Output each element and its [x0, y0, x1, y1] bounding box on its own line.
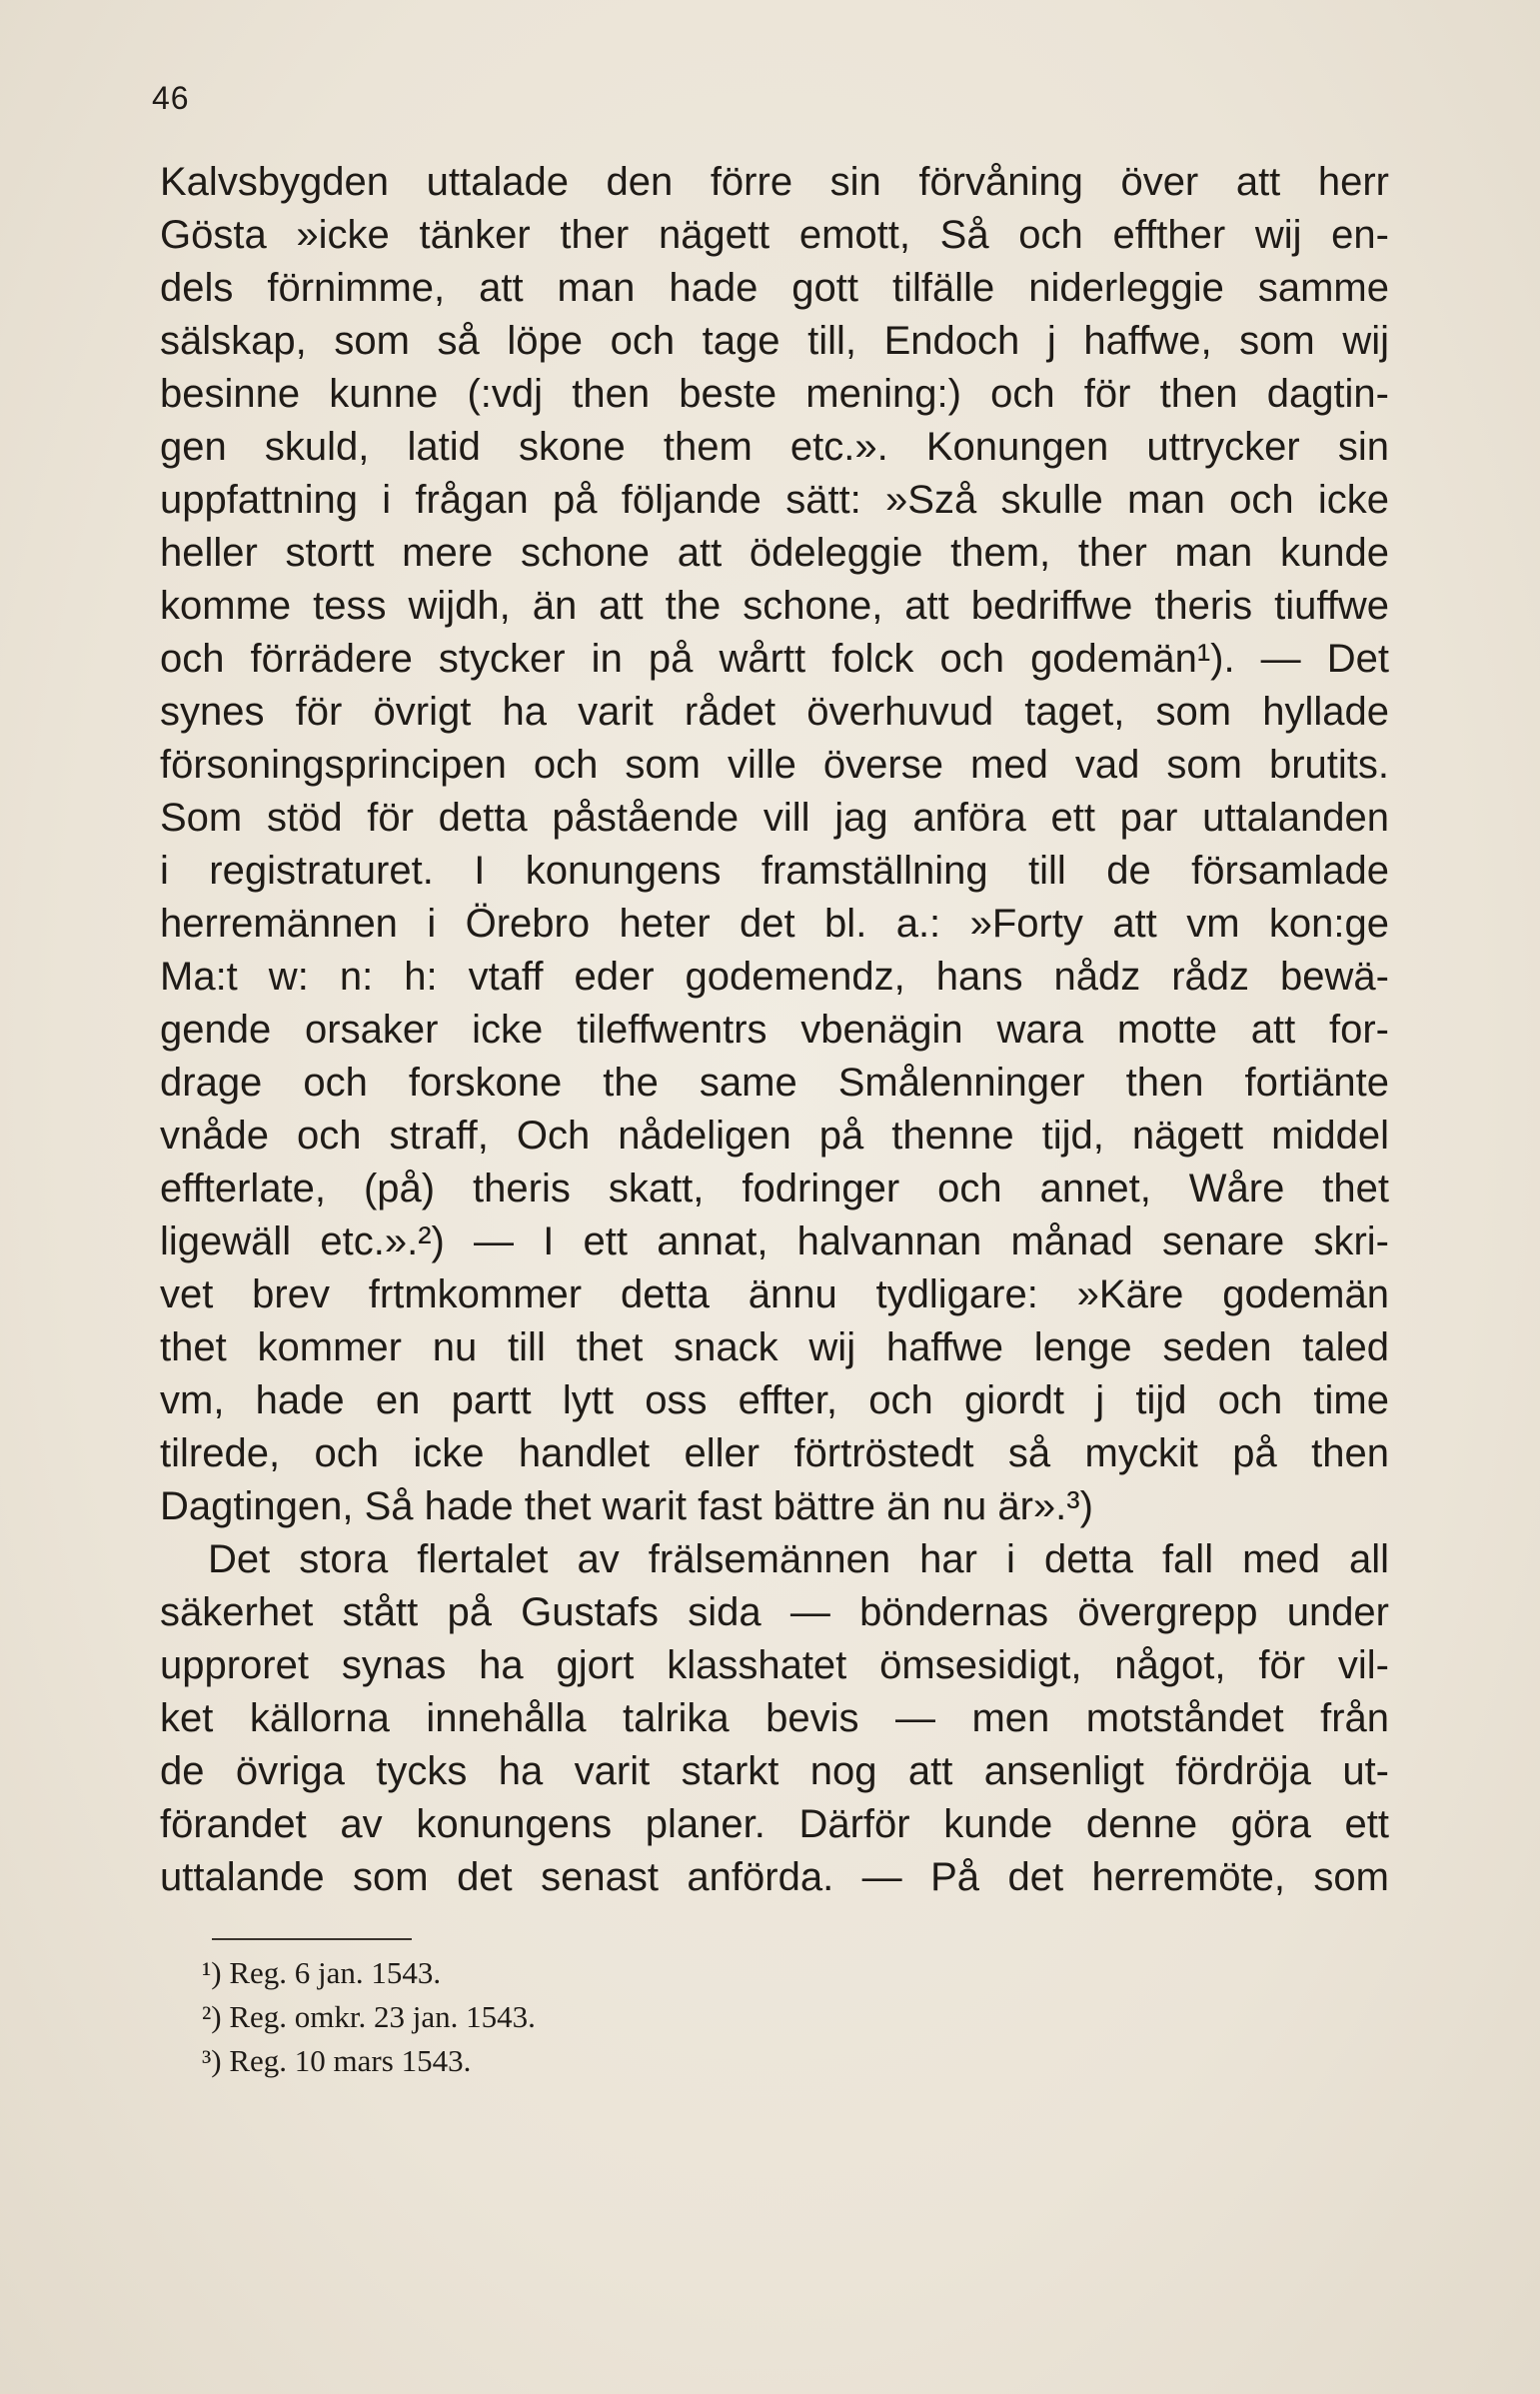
footnotes	[202, 1951, 536, 2083]
text-line: herremännen i Örebro heter det bl. a.: »Forty att vm kon:ge	[160, 902, 1389, 946]
body-text	[160, 156, 1389, 1904]
text-line: heller stortt mere schone att ödeleggie them, ther man kunde	[160, 531, 1389, 575]
text-line: försoningsprincipen och som ville överse med vad som brutits.	[160, 743, 1389, 787]
text-line: de övriga tycks ha varit starkt nog att ansenligt fördröja ut-	[160, 1749, 1389, 1793]
text-line: gen skuld, latid skone them etc.». Konungen uttrycker sin	[160, 425, 1389, 469]
text-line: och förrädere stycker in på wårtt folck och godemän¹). — Det	[160, 637, 1389, 681]
text-line: drage och forskone the same Smålenninger then fortiänte	[160, 1061, 1389, 1105]
text-line: Kalvsbygden uttalade den förre sin förvåning över att herr	[160, 160, 1389, 204]
text-line: upproret synas ha gjort klasshatet ömsesidigt, något, för vil-	[160, 1643, 1389, 1687]
text-line: komme tess wijdh, än att the schone, att bedriffwe theris tiuffwe	[160, 584, 1389, 628]
text-line: besinne kunne (:vdj then beste mening:) och för then dagtin-	[160, 372, 1389, 416]
text-line: tilrede, och icke handlet eller förtröstedt så myckit på then	[160, 1431, 1389, 1475]
text-line: vnåde och straff, Och nådeligen på thenne tijd, nägett middel	[160, 1114, 1389, 1158]
text-line: vet brev frtmkommer detta ännu tydligare: »Käre godemän	[160, 1272, 1389, 1316]
text-line: dels förnimme, att man hade gott tilfälle niderleggie samme	[160, 266, 1389, 310]
text-line: Ma:t w: n: h: vtaff eder godemendz, hans nådz rådz bewä-	[160, 955, 1389, 999]
text-line: Gösta »icke tänker ther nägett emott, Så och effther wij en-	[160, 213, 1389, 257]
text-line: Dagtingen, Så hade thet warit fast bättre än nu är».³)	[160, 1484, 1093, 1528]
text-line: thet kommer nu till thet snack wij haffwe lenge seden taled	[160, 1325, 1389, 1369]
text-line: Det stora flertalet av frälsemännen har i detta fall med all	[208, 1537, 1389, 1581]
footnote-item: ¹) Reg. 6 jan. 1543.	[202, 1955, 442, 1990]
text-line: ligewäll etc.».²) — I ett annat, halvannan månad senare skri-	[160, 1219, 1389, 1263]
text-line: uppfattning i frågan på följande sätt: »Szå skulle man och icke	[160, 478, 1389, 522]
text-line: sälskap, som så löpe och tage till, Endoch j haffwe, som wij	[160, 319, 1389, 363]
page-number: 46	[152, 80, 190, 116]
text-line: vm, hade en partt lytt oss effter, och giordt j tijd och time	[160, 1378, 1389, 1422]
text-line: Som stöd för detta påstående vill jag anföra ett par uttalanden	[160, 796, 1389, 840]
text-line: uttalande som det senast anförda. — På det herremöte, som	[160, 1855, 1389, 1899]
text-line: ket källorna innehålla talrika bevis — men motståndet från	[160, 1696, 1389, 1740]
text-line: synes för övrigt ha varit rådet överhuvud taget, som hyllade	[160, 690, 1389, 734]
text-line: effterlate, (på) theris skatt, fodringer och annet, Wåre thet	[160, 1167, 1389, 1210]
footnote-item: ³) Reg. 10 mars 1543.	[202, 2043, 472, 2078]
footnote-divider	[212, 1938, 412, 1940]
text-line: säkerhet stått på Gustafs sida — böndernas övergrepp under	[160, 1590, 1389, 1634]
text-line: i registraturet. I konungens framställning till de församlade	[160, 849, 1389, 893]
text-line: förandet av konungens planer. Därför kunde denne göra ett	[160, 1802, 1389, 1846]
text-line: gende orsaker icke tileffwentrs vbenägin wara motte att for-	[160, 1008, 1389, 1052]
footnote-item: ²) Reg. omkr. 23 jan. 1543.	[202, 1999, 536, 2034]
